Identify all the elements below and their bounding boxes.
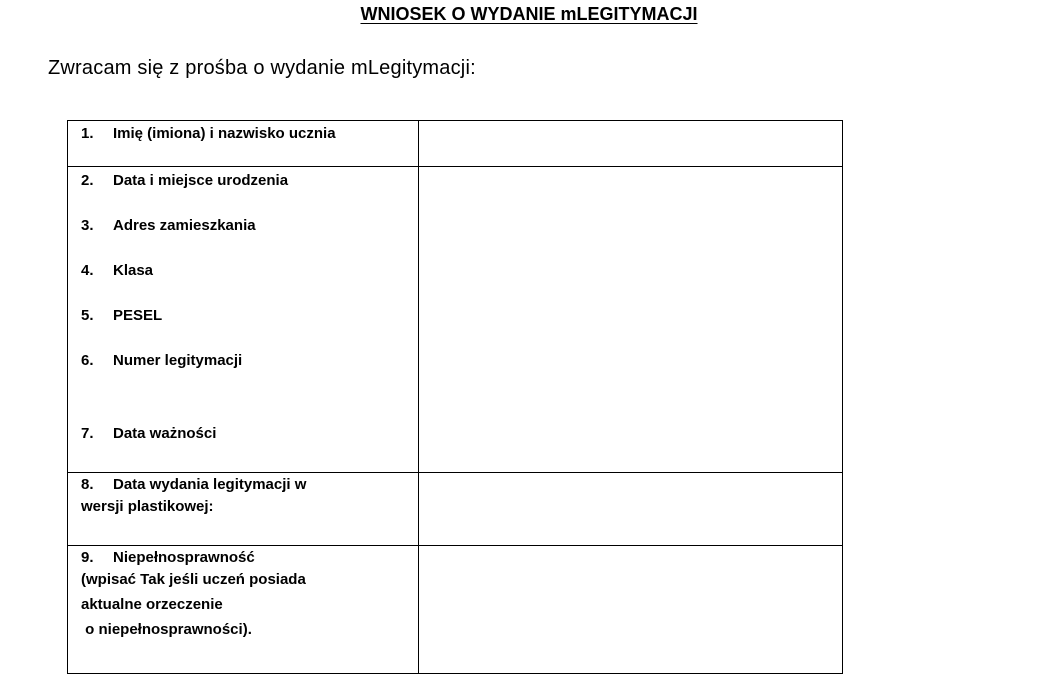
table-row	[68, 167, 843, 473]
field-label: Data ważności	[113, 425, 217, 442]
field-number: 2.	[81, 172, 94, 189]
field-label: Data i miejsce urodzenia	[113, 172, 289, 189]
field-item	[81, 172, 418, 190]
field-number: 3.	[81, 217, 94, 234]
field-label: Klasa	[113, 262, 154, 279]
details-value-cell[interactable]	[419, 167, 843, 473]
field-label-continuation: wersji plastikowej:	[81, 498, 214, 515]
field-item	[81, 217, 418, 235]
field-number: 4.	[81, 262, 94, 279]
field-label: Adres zamieszkania	[113, 217, 256, 234]
field-item	[81, 476, 418, 494]
field-label-cell	[68, 121, 419, 167]
field-item	[81, 425, 418, 443]
field-item	[81, 307, 418, 325]
field-label: Numer legitymacji	[113, 352, 243, 369]
field-number: 8.	[81, 476, 94, 493]
field-label: Imię (imiona) i nazwisko ucznia	[113, 125, 336, 142]
field-label-cell	[68, 473, 419, 546]
table-row	[68, 473, 843, 546]
field-label: Niepełnosprawność	[113, 549, 255, 566]
field-label: PESEL	[113, 307, 163, 324]
field-label-continuation: aktualne orzeczenie	[81, 596, 223, 613]
field-label-cell	[68, 546, 419, 674]
field-label-cell	[68, 167, 419, 473]
document-title: WNIOSEK O WYDANIE mLEGITYMACJI	[360, 4, 698, 24]
field-number: 9.	[81, 549, 94, 566]
field-number: 1.	[81, 125, 94, 142]
field-item	[81, 352, 418, 370]
field-item	[81, 549, 418, 567]
field-label: Data wydania legitymacji w	[113, 476, 307, 493]
field-number: 6.	[81, 352, 94, 369]
intro-text: Zwracam się z prośba o wydanie mLegitymacji:	[48, 57, 476, 79]
field-number: 7.	[81, 425, 94, 442]
disability-value-cell[interactable]	[419, 546, 843, 674]
field-item	[81, 262, 418, 280]
name-value-cell[interactable]	[419, 121, 843, 167]
application-form-table	[67, 120, 843, 674]
table-row	[68, 121, 843, 167]
field-label-continuation: o niepełnosprawności).	[81, 621, 252, 638]
table-row	[68, 546, 843, 674]
field-item	[81, 125, 418, 143]
field-label-continuation: (wpisać Tak jeśli uczeń posiada	[81, 571, 306, 588]
field-number: 5.	[81, 307, 94, 324]
plastic-card-date-value-cell[interactable]	[419, 473, 843, 546]
